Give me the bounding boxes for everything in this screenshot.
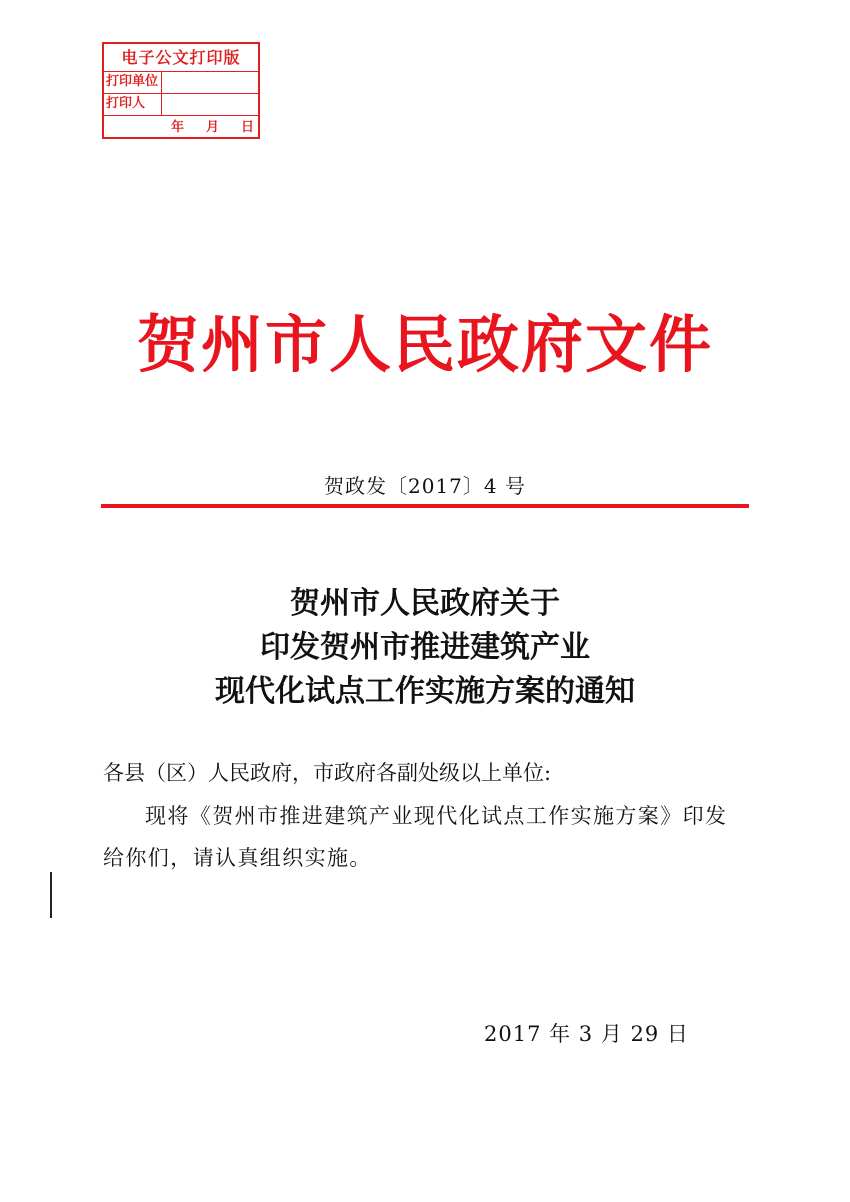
- subject-line-3: 现代化试点工作实施方案的通知: [215, 674, 635, 709]
- stamp-title: 电子公文打印版: [104, 44, 258, 72]
- stamp-year-label: 年: [170, 120, 184, 135]
- stamp-print-unit-label: 打印单位: [104, 72, 162, 93]
- document-number: 贺政发〔2017〕4 号: [324, 474, 526, 498]
- stamp-day-label: 日: [240, 120, 254, 135]
- red-divider-line: [101, 504, 749, 508]
- stamp-row-print-unit: [104, 72, 258, 94]
- subject-line-2: 印发贺州市推进建筑产业: [260, 630, 590, 665]
- stamp-month-label: 月: [205, 120, 219, 135]
- body-paragraph: 现将《贺州市推进建筑产业现代化试点工作实施方案》印发给你们，请认真组织实施。: [103, 804, 728, 870]
- stamp-row-printer: [104, 94, 258, 116]
- stamp-printer-label: 打印人: [104, 94, 162, 115]
- document-header-title: 贺州市人民政府文件: [136, 308, 713, 381]
- document-subject: [0, 582, 850, 714]
- issue-date: 2017 年 3 月 29 日: [484, 1022, 689, 1046]
- salutation: 各县（区）人民政府，市政府各副处级以上单位:: [103, 761, 552, 785]
- subject-line-1: 贺州市人民政府关于: [290, 586, 560, 621]
- stamp-date-row: [104, 116, 258, 139]
- text-cursor: [50, 872, 52, 918]
- print-stamp: [102, 42, 260, 139]
